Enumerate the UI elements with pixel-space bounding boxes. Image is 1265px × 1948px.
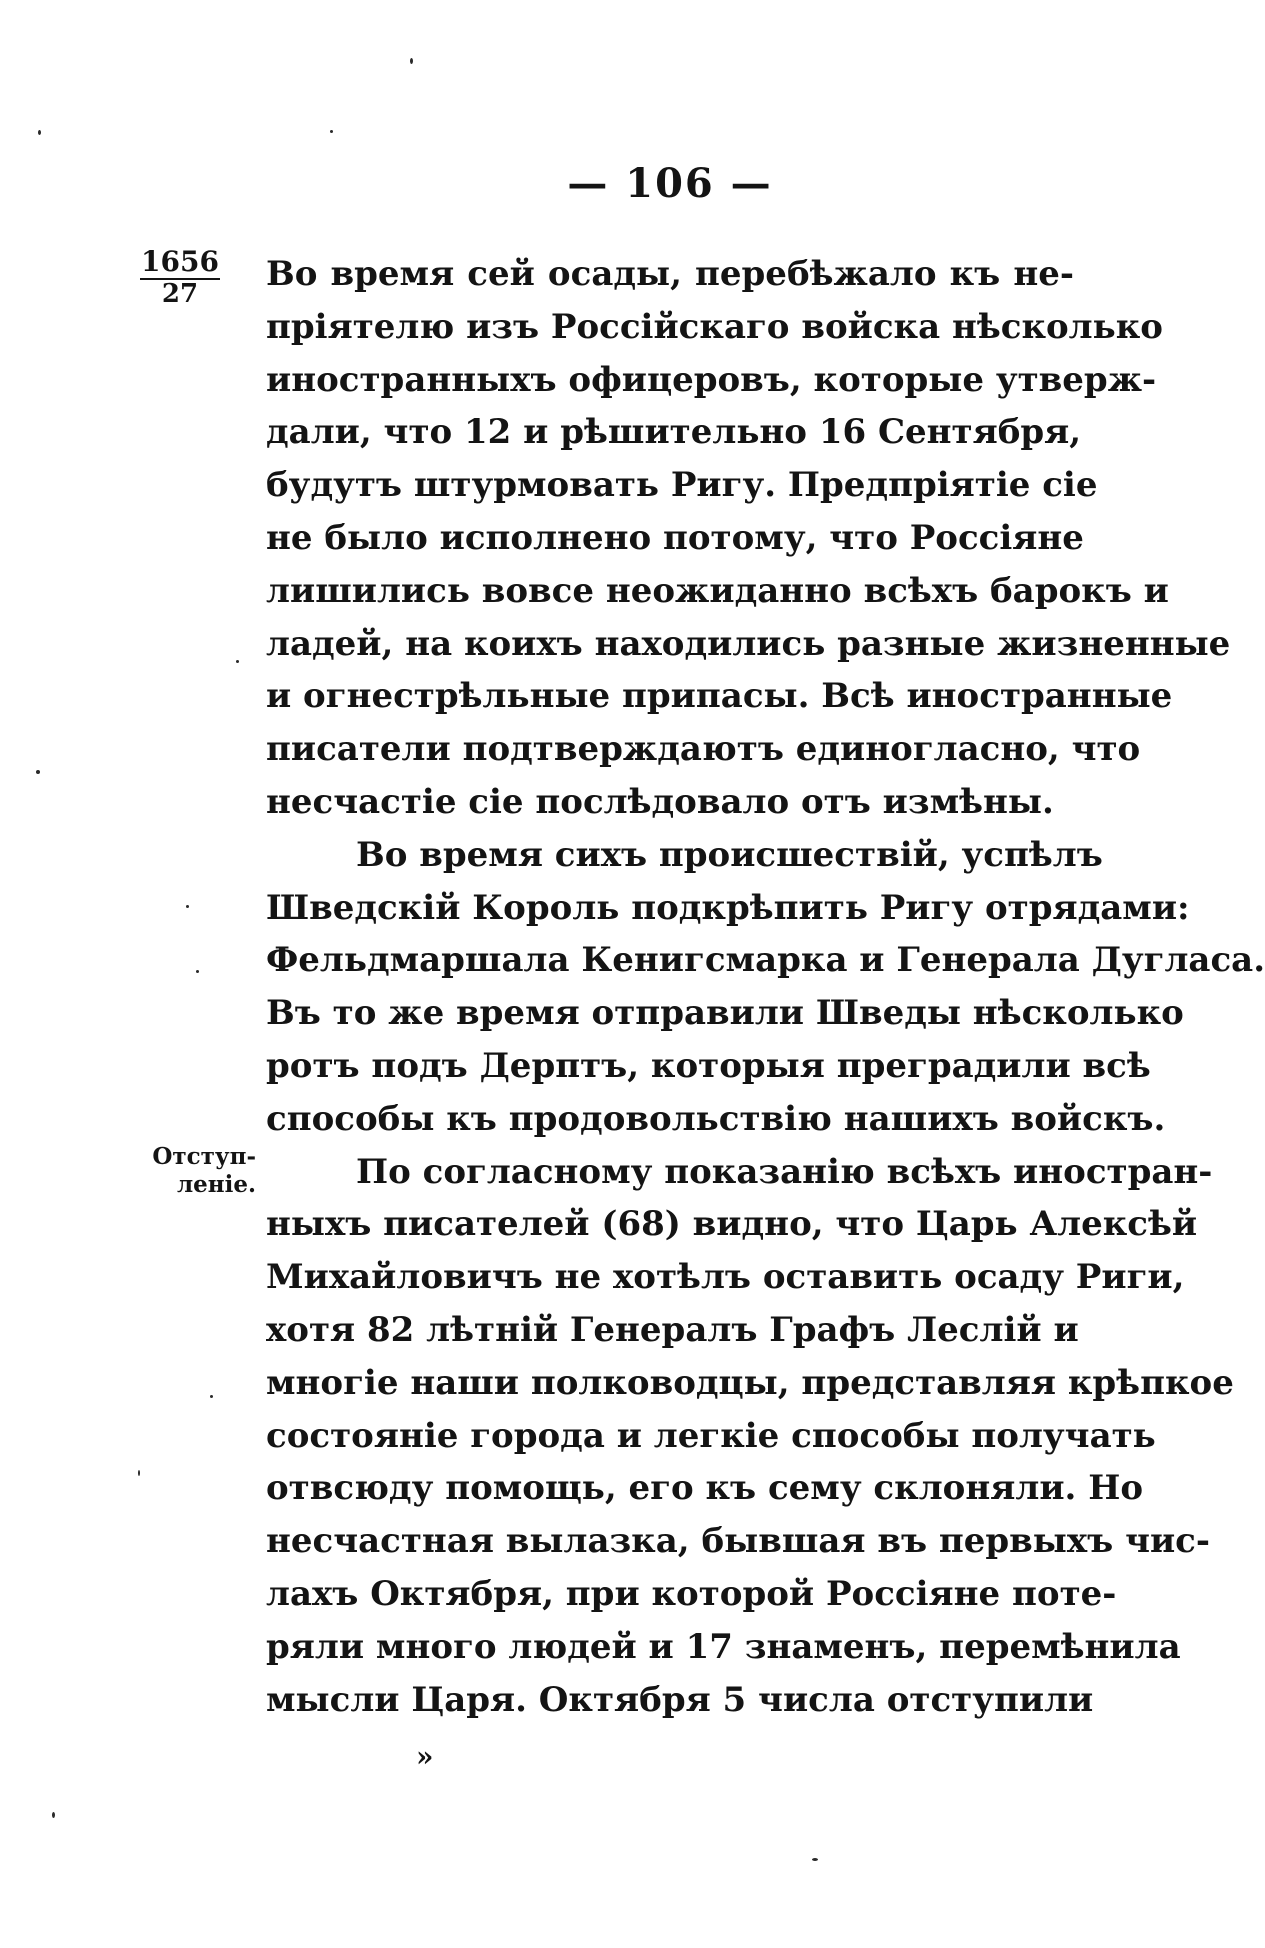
scan-speck xyxy=(812,1858,818,1861)
scan-speck xyxy=(330,130,333,133)
text-line: лишились вовсе неожиданно всѣхъ барокъ и xyxy=(266,570,1169,611)
text-line: Въ то же время отправили Шведы нѣсколько xyxy=(266,993,1184,1034)
scan-speck xyxy=(410,58,413,64)
text-line: Михайловичъ не хотѣлъ оставить осаду Риги, xyxy=(266,1257,1185,1298)
text-line: По согласному показанію всѣхъ иностран- xyxy=(356,1151,1213,1192)
catchword: » xyxy=(416,1740,434,1773)
text-line: состояніе города и легкіе способы получать xyxy=(266,1415,1156,1456)
text-line: несчастная вылазка, бывшая въ первыхъ чис- xyxy=(266,1521,1210,1562)
margin-year-note xyxy=(140,245,220,309)
text-line: не было исполнено потому, что Россіяне xyxy=(266,517,1084,558)
scan-speck xyxy=(52,1812,55,1818)
text-line: лахъ Октября, при которой Россіяне поте- xyxy=(266,1573,1117,1614)
margin-year: 1656 xyxy=(141,245,219,278)
scan-speck xyxy=(186,905,189,908)
text-line: несчастіе сіе послѣдовало отъ измѣны. xyxy=(266,781,1054,822)
text-line: хотя 82 лѣтній Генералъ Графъ Леслій и xyxy=(266,1309,1079,1350)
text-line: и огнестрѣльные припасы. Всѣ иностранные xyxy=(266,676,1173,717)
text-line: Во время сей осады, перебѣжало къ не- xyxy=(266,254,1074,294)
page-number: — 106 — xyxy=(567,160,773,207)
text-line: пріятелю изъ Россійскаго войска нѣсколько xyxy=(266,306,1163,347)
scan-speck xyxy=(236,660,239,663)
text-line: будутъ штурмовать Ригу. Предпріятіе сіе xyxy=(266,465,1098,506)
scan-speck xyxy=(196,970,199,973)
text-line: отвсюду помощь, его къ сему склоняли. Но xyxy=(266,1468,1144,1509)
margin-day: 27 xyxy=(161,279,199,309)
text-line: Во время сихъ происшествій, успѣлъ xyxy=(356,834,1103,875)
text-line: дали, что 12 и рѣшительно 16 Сентября, xyxy=(266,412,1082,453)
scan-speck xyxy=(210,1395,213,1398)
text-line: ротъ подъ Дерптъ, которыя преградили всѣ xyxy=(266,1045,1151,1086)
margin-topic-note xyxy=(116,1143,256,1199)
text-line: Фельдмаршала Кенигсмарка и Генерала Дугласа. xyxy=(266,940,1265,981)
text-line: способы къ продовольствію нашихъ войскъ. xyxy=(266,1098,1166,1139)
scan-speck xyxy=(38,130,41,135)
body-text xyxy=(266,248,1265,1726)
text-line: иностранныхъ офицеровъ, которые утверж- xyxy=(266,359,1157,400)
text-line: писатели подтверждаютъ единогласно, что xyxy=(266,729,1141,770)
text-line: Шведскій Король подкрѣпить Ригу отрядами: xyxy=(266,887,1190,928)
text-line: многіе наши полководцы, представляя крѣпкое xyxy=(266,1362,1234,1403)
text-line: ряли много людей и 17 знаменъ, перемѣнила xyxy=(266,1626,1181,1667)
margin-topic-line: Отступ- xyxy=(152,1143,256,1170)
scan-speck xyxy=(36,770,40,774)
text-line: ладей, на коихъ находились разные жизненные xyxy=(266,623,1231,664)
scan-speck xyxy=(138,1470,140,1476)
text-line: ныхъ писателей (68) видно, что Царь Алексѣй xyxy=(266,1204,1198,1245)
text-line: мысли Царя. Октября 5 числа отступили xyxy=(266,1679,1094,1720)
margin-topic-line: леніе. xyxy=(176,1171,256,1198)
